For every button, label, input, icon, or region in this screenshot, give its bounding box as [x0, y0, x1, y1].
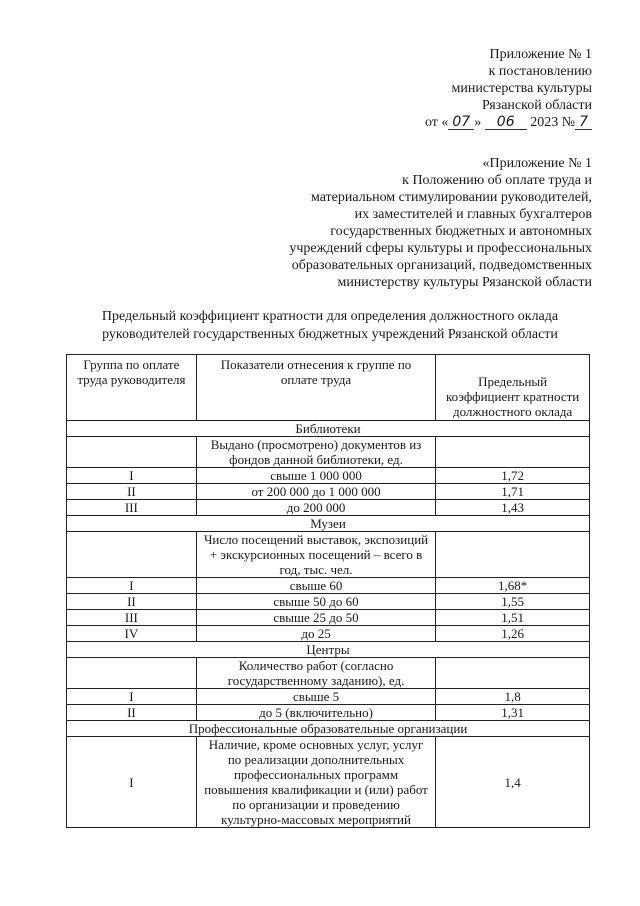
- title-line-2: руководителей государственных бюджетных учреждений Рязанской области: [102, 327, 558, 342]
- handwritten-day: 07: [448, 115, 474, 130]
- table-row: [67, 578, 590, 594]
- group-cell: I: [67, 737, 197, 828]
- range-cell: свыше 5: [196, 689, 435, 705]
- coef-cell: 1,31: [436, 705, 590, 721]
- range-cell: до 25: [196, 626, 435, 642]
- group-cell: II: [67, 484, 197, 500]
- section-row-centers: [67, 642, 590, 658]
- approval-stamp-block: [425, 46, 592, 131]
- coef-cell: 1,43: [436, 500, 590, 516]
- group-cell: II: [67, 594, 197, 610]
- indicator-row: [67, 437, 590, 468]
- attachment-line: государственных бюджетных и автономных: [330, 224, 592, 239]
- indicator-text: Число посещений выставок, экспозиций + экскурсионных посещений – всего в год, тыс. чел.: [196, 532, 435, 578]
- section-title: Библиотеки: [67, 421, 590, 437]
- coefficient-table: [66, 354, 590, 828]
- attachment-line: их заместителей и главных бухгалтеров: [354, 207, 592, 222]
- attachment-line: учреждений сферы культуры и профессиональных: [289, 241, 592, 256]
- table-row: [67, 737, 590, 828]
- approval-line-2: к постановлению: [488, 64, 592, 79]
- attachment-line: образовательных организаций, подведомственных: [291, 258, 592, 273]
- approval-date-line: [425, 114, 592, 131]
- group-cell: I: [67, 689, 197, 705]
- handwritten-number: 7: [575, 115, 592, 130]
- group-cell: I: [67, 578, 197, 594]
- table-row: [67, 689, 590, 705]
- range-cell: до 200 000: [196, 500, 435, 516]
- date-day-close: »: [474, 115, 482, 130]
- coef-cell: 1,68*: [436, 578, 590, 594]
- header-indicators: Показатели отнесения к группе по оплате труда: [196, 355, 435, 421]
- table-row: [67, 610, 590, 626]
- coef-cell: 1,8: [436, 689, 590, 705]
- header-coefficient: Предельный коэффициент кратности должностного оклада: [436, 355, 590, 421]
- range-cell: свыше 60: [196, 578, 435, 594]
- handwritten-month: 06: [485, 115, 527, 130]
- table-row: [67, 500, 590, 516]
- table-row: [67, 468, 590, 484]
- section-row-libraries: [67, 421, 590, 437]
- section-title: Центры: [67, 642, 590, 658]
- range-cell: свыше 1 000 000: [196, 468, 435, 484]
- table-row: [67, 484, 590, 500]
- title-line-1: Предельный коэффициент кратности для определения должностного оклада: [101, 309, 559, 324]
- section-row-education: [67, 721, 590, 737]
- group-cell: I: [67, 468, 197, 484]
- indicator-row: [67, 658, 590, 689]
- section-title: Профессиональные образовательные организации: [67, 721, 590, 737]
- approval-line-4: Рязанской области: [481, 98, 592, 113]
- approval-line-3: министерства культуры: [451, 81, 592, 96]
- attachment-line: материальном стимулировании руководителей,: [310, 190, 592, 205]
- group-cell: IV: [67, 626, 197, 642]
- coef-cell: 1,51: [436, 610, 590, 626]
- coef-cell: 1,72: [436, 468, 590, 484]
- table-row: [67, 626, 590, 642]
- header-group: Группа по оплате труда руководителя: [67, 355, 197, 421]
- section-row-museums: [67, 516, 590, 532]
- table-header-row: [67, 355, 590, 421]
- document-title: [60, 308, 600, 344]
- coef-cell: 1,71: [436, 484, 590, 500]
- attachment-reference-block: [262, 155, 592, 291]
- date-prefix: от «: [424, 115, 449, 130]
- attachment-line: министерству культуры Рязанской области: [337, 275, 592, 290]
- group-cell: II: [67, 705, 197, 721]
- section-title: Музеи: [67, 516, 590, 532]
- range-cell: свыше 50 до 60: [196, 594, 435, 610]
- coef-cell: 1,55: [436, 594, 590, 610]
- indicator-text: Наличие, кроме основных услуг, услуг по реализации дополнительных профессиональных программ повышения квалификации и (или) работ по организации и проведению культурно-массовых мероприятий: [196, 737, 435, 828]
- range-cell: от 200 000 до 1 000 000: [196, 484, 435, 500]
- number-prefix: №: [561, 115, 576, 130]
- coef-cell: 1,26: [436, 626, 590, 642]
- range-cell: до 5 (включительно): [196, 705, 435, 721]
- coef-cell: 1,4: [436, 737, 590, 828]
- group-cell: III: [67, 610, 197, 626]
- attachment-line: к Положению об оплате труда и: [402, 173, 592, 188]
- indicator-text: Выдано (просмотрено) документов из фондов данной библиотеки, ед.: [196, 437, 435, 468]
- indicator-text: Количество работ (согласно государственному заданию), ед.: [196, 658, 435, 689]
- approval-line-1: Приложение № 1: [489, 47, 592, 62]
- indicator-row: [67, 532, 590, 578]
- group-cell: III: [67, 500, 197, 516]
- date-year: 2023: [530, 115, 559, 130]
- table-row: [67, 705, 590, 721]
- attachment-line: «Приложение № 1: [482, 156, 592, 171]
- range-cell: свыше 25 до 50: [196, 610, 435, 626]
- table-row: [67, 594, 590, 610]
